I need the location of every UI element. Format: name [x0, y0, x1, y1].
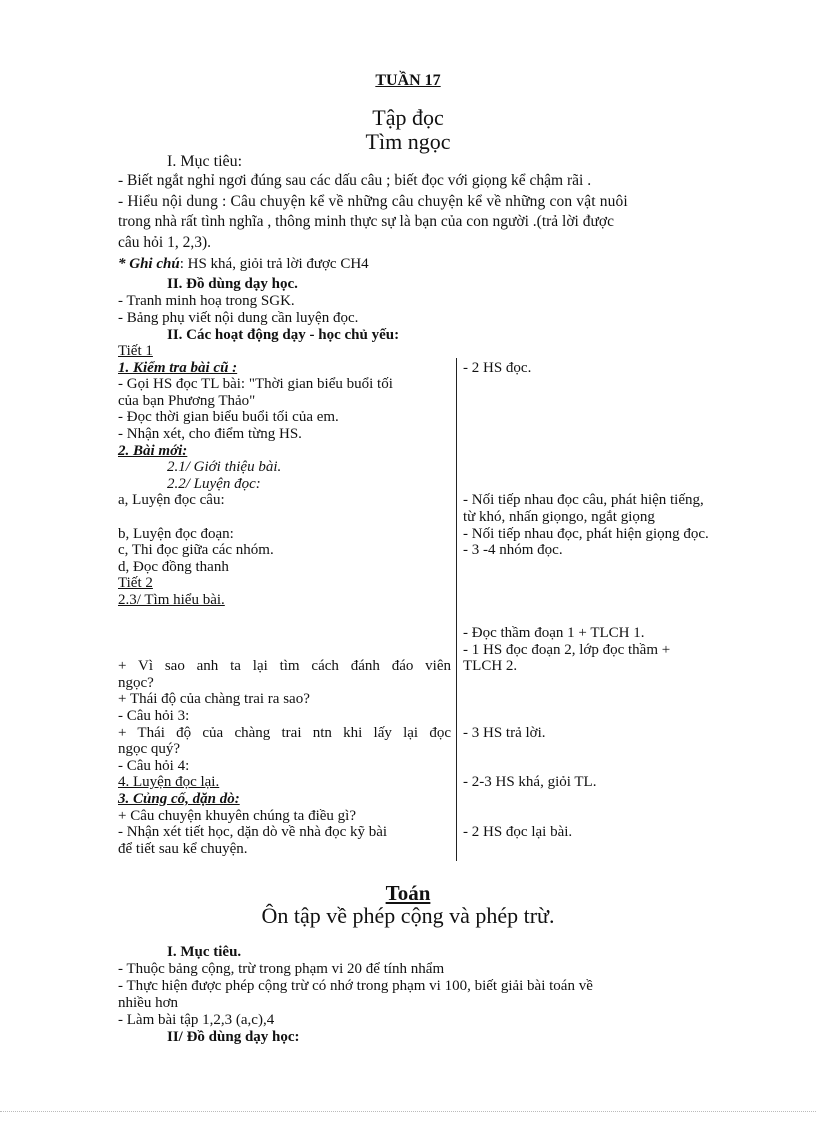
student-activity-line: [463, 708, 751, 725]
lesson-title: Tìm ngọc: [365, 129, 451, 154]
student-activity-line: [463, 741, 751, 758]
teacher-activity-line: Tiết 2: [118, 575, 153, 592]
lesson2-title: Ôn tập về phép cộng và phép trừ.: [261, 903, 555, 928]
lesson2-materials-heading: II/ Đồ dùng dạy học:: [167, 1029, 300, 1045]
student-activity-line: [463, 758, 751, 775]
objectives-list: [118, 171, 698, 253]
student-activity-line: - 3 HS trả lời.: [463, 724, 546, 741]
student-activity-line: - 2-3 HS khá, giỏi TL.: [463, 774, 597, 791]
student-activity-line: [463, 376, 751, 393]
teacher-activity-line: - Nhận xét tiết học, dặn dò về nhà đọc kỹ bài: [118, 824, 388, 841]
teacher-activity-line: b, Luyện đọc đoạn:: [118, 525, 234, 542]
student-activity-line: [463, 592, 751, 609]
student-activity-line: - Đọc thầm đoạn 1 + TLCH 1.: [463, 625, 645, 642]
student-activity-line: - 2 HS đọc.: [463, 359, 532, 376]
teacher-activity-line: 2.2/ Luyện đọc:: [167, 475, 261, 492]
teacher-activity-line: 2.1/ Giới thiệu bài.: [167, 459, 282, 476]
material-item: - Tranh minh hoạ trong SGK.: [118, 293, 295, 309]
note-text: : HS khá, giỏi trả lời được CH4: [179, 256, 369, 272]
teacher-activity-line: - Gọi HS đọc TL bài: "Thời gian biểu buổi tối: [118, 376, 393, 393]
teacher-activity-line: ngọc?: [118, 674, 154, 691]
lesson2-objectives-heading: I. Mục tiêu.: [167, 944, 242, 960]
teacher-activity-line: a, Luyện đọc câu:: [118, 492, 225, 509]
student-activity-line: [463, 559, 751, 576]
student-activity-line: [463, 791, 751, 808]
materials-list: [118, 293, 358, 327]
teacher-activity-line: [118, 609, 451, 626]
student-activity-line: [463, 575, 751, 592]
student-activity-line: - 1 HS đọc đoạn 2, lớp đọc thầm +: [463, 641, 671, 658]
student-activity-line: [463, 393, 751, 410]
student-activity-line: - 2 HS đọc lại bài.: [463, 824, 573, 841]
teacher-activity-line: ngọc quý?: [118, 741, 181, 758]
lesson-subject: Tập đọc: [372, 105, 444, 130]
teacher-activity-line: 2. Bài mới:: [118, 442, 188, 459]
teacher-activity-line: 2.3/ Tìm hiểu bài.: [118, 591, 225, 608]
objective-line: - Hiểu nội dung : Câu chuyện kể về những câu chuyện kể về những con vật nuôi: [118, 192, 628, 210]
teacher-activity-line: Tiết 1: [118, 343, 153, 359]
teacher-activity-line: + Câu chuyện khuyên chúng ta điều gì?: [118, 807, 356, 824]
student-activity-line: [463, 808, 751, 825]
teacher-activity-line: - Câu hỏi 4:: [118, 757, 190, 774]
lesson2-objective-line: nhiều hơn: [118, 995, 179, 1011]
teacher-activity-line: + Vì sao anh ta lại tìm cách đánh đáo viên: [118, 658, 451, 675]
week-title: TUẦN 17: [375, 72, 441, 89]
teacher-activity-line: [118, 625, 451, 642]
student-activity-line: [463, 691, 751, 708]
objective-line: trong nhà rất tình nghĩa , thông minh thực sự là bạn của con người .(trả lời được: [118, 213, 614, 230]
teacher-activity-line: + Thái độ của chàng trai ntn khi lấy lại đọc: [118, 724, 451, 741]
student-activity-line: [463, 609, 751, 626]
teacher-activity-line: 1. Kiểm tra bài cũ :: [118, 359, 238, 376]
teacher-activity-line: để tiết sau kể chuyện.: [118, 840, 248, 857]
materials-heading: II. Đồ dùng dạy học.: [167, 276, 298, 292]
note-label: * Ghi chú: [118, 256, 180, 272]
lesson2-objective-line: - Thuộc bảng cộng, trừ trong phạm vi 20 để tính nhẩm: [118, 961, 445, 977]
student-activities-column: [463, 343, 751, 841]
teacher-activity-line: 4. Luyện đọc lại.: [118, 774, 220, 791]
lesson2-objectives-list: [118, 961, 593, 1029]
objectives-heading: I. Mục tiêu:: [167, 153, 243, 170]
objective-line: câu hỏi 1, 2,3).: [118, 233, 211, 251]
note: [118, 256, 369, 273]
teacher-activity-line: - Nhận xét, cho điểm từng HS.: [118, 425, 302, 442]
lesson2-objective-line: - Thực hiện được phép cộng trừ có nhớ trong phạm vi 100, biết giải bài toán về: [118, 978, 593, 994]
student-activity-line: - 3 -4 nhóm đọc.: [463, 542, 563, 559]
student-activity-line: [463, 476, 751, 493]
teacher-activity-line: 3. Củng cố, dặn dò:: [118, 791, 240, 808]
teacher-activities-column: [118, 343, 451, 857]
lesson2-subject: Toán: [385, 881, 431, 905]
student-activity-line: [463, 675, 751, 692]
student-activity-line: [463, 343, 751, 360]
student-activity-line: [463, 443, 751, 460]
material-item: - Bảng phụ viết nội dung cần luyện đọc.: [118, 310, 359, 326]
student-activity-line: [463, 409, 751, 426]
teacher-activity-line: c, Thi đọc giữa các nhóm.: [118, 542, 274, 559]
teacher-activity-line: của bạn Phương Thảo": [118, 392, 256, 409]
page-edge-line: [0, 1111, 816, 1112]
lesson2-objective-line: - Làm bài tập 1,2,3 (a,c),4: [118, 1012, 275, 1028]
student-activity-line: - Nối tiếp nhau đọc câu, phát hiện tiếng,: [463, 492, 704, 509]
teacher-activity-line: [118, 642, 451, 659]
teacher-activity-line: [118, 509, 451, 526]
teacher-activity-line: - Câu hỏi 3:: [118, 708, 190, 725]
objective-line: - Biết ngắt nghỉ ngơi đúng sau các dấu câu ; biết đọc với giọng kể chậm rãi .: [118, 172, 592, 189]
activities-heading: II. Các hoạt động dạy - học chủ yếu:: [167, 327, 400, 343]
student-activity-line: TLCH 2.: [463, 658, 518, 675]
teacher-activity-line: + Thái độ của chàng trai ra sao?: [118, 691, 310, 708]
teacher-activity-line: d, Đọc đồng thanh: [118, 558, 229, 575]
student-activity-line: [463, 459, 751, 476]
column-divider: [456, 358, 457, 861]
teacher-activity-line: - Đọc thời gian biểu buổi tối của em.: [118, 409, 339, 426]
student-activity-line: [463, 426, 751, 443]
student-activity-line: từ khó, nhấn giọngo, ngắt giọng: [463, 508, 655, 525]
student-activity-line: - Nối tiếp nhau đọc, phát hiện giọng đọc.: [463, 525, 709, 542]
